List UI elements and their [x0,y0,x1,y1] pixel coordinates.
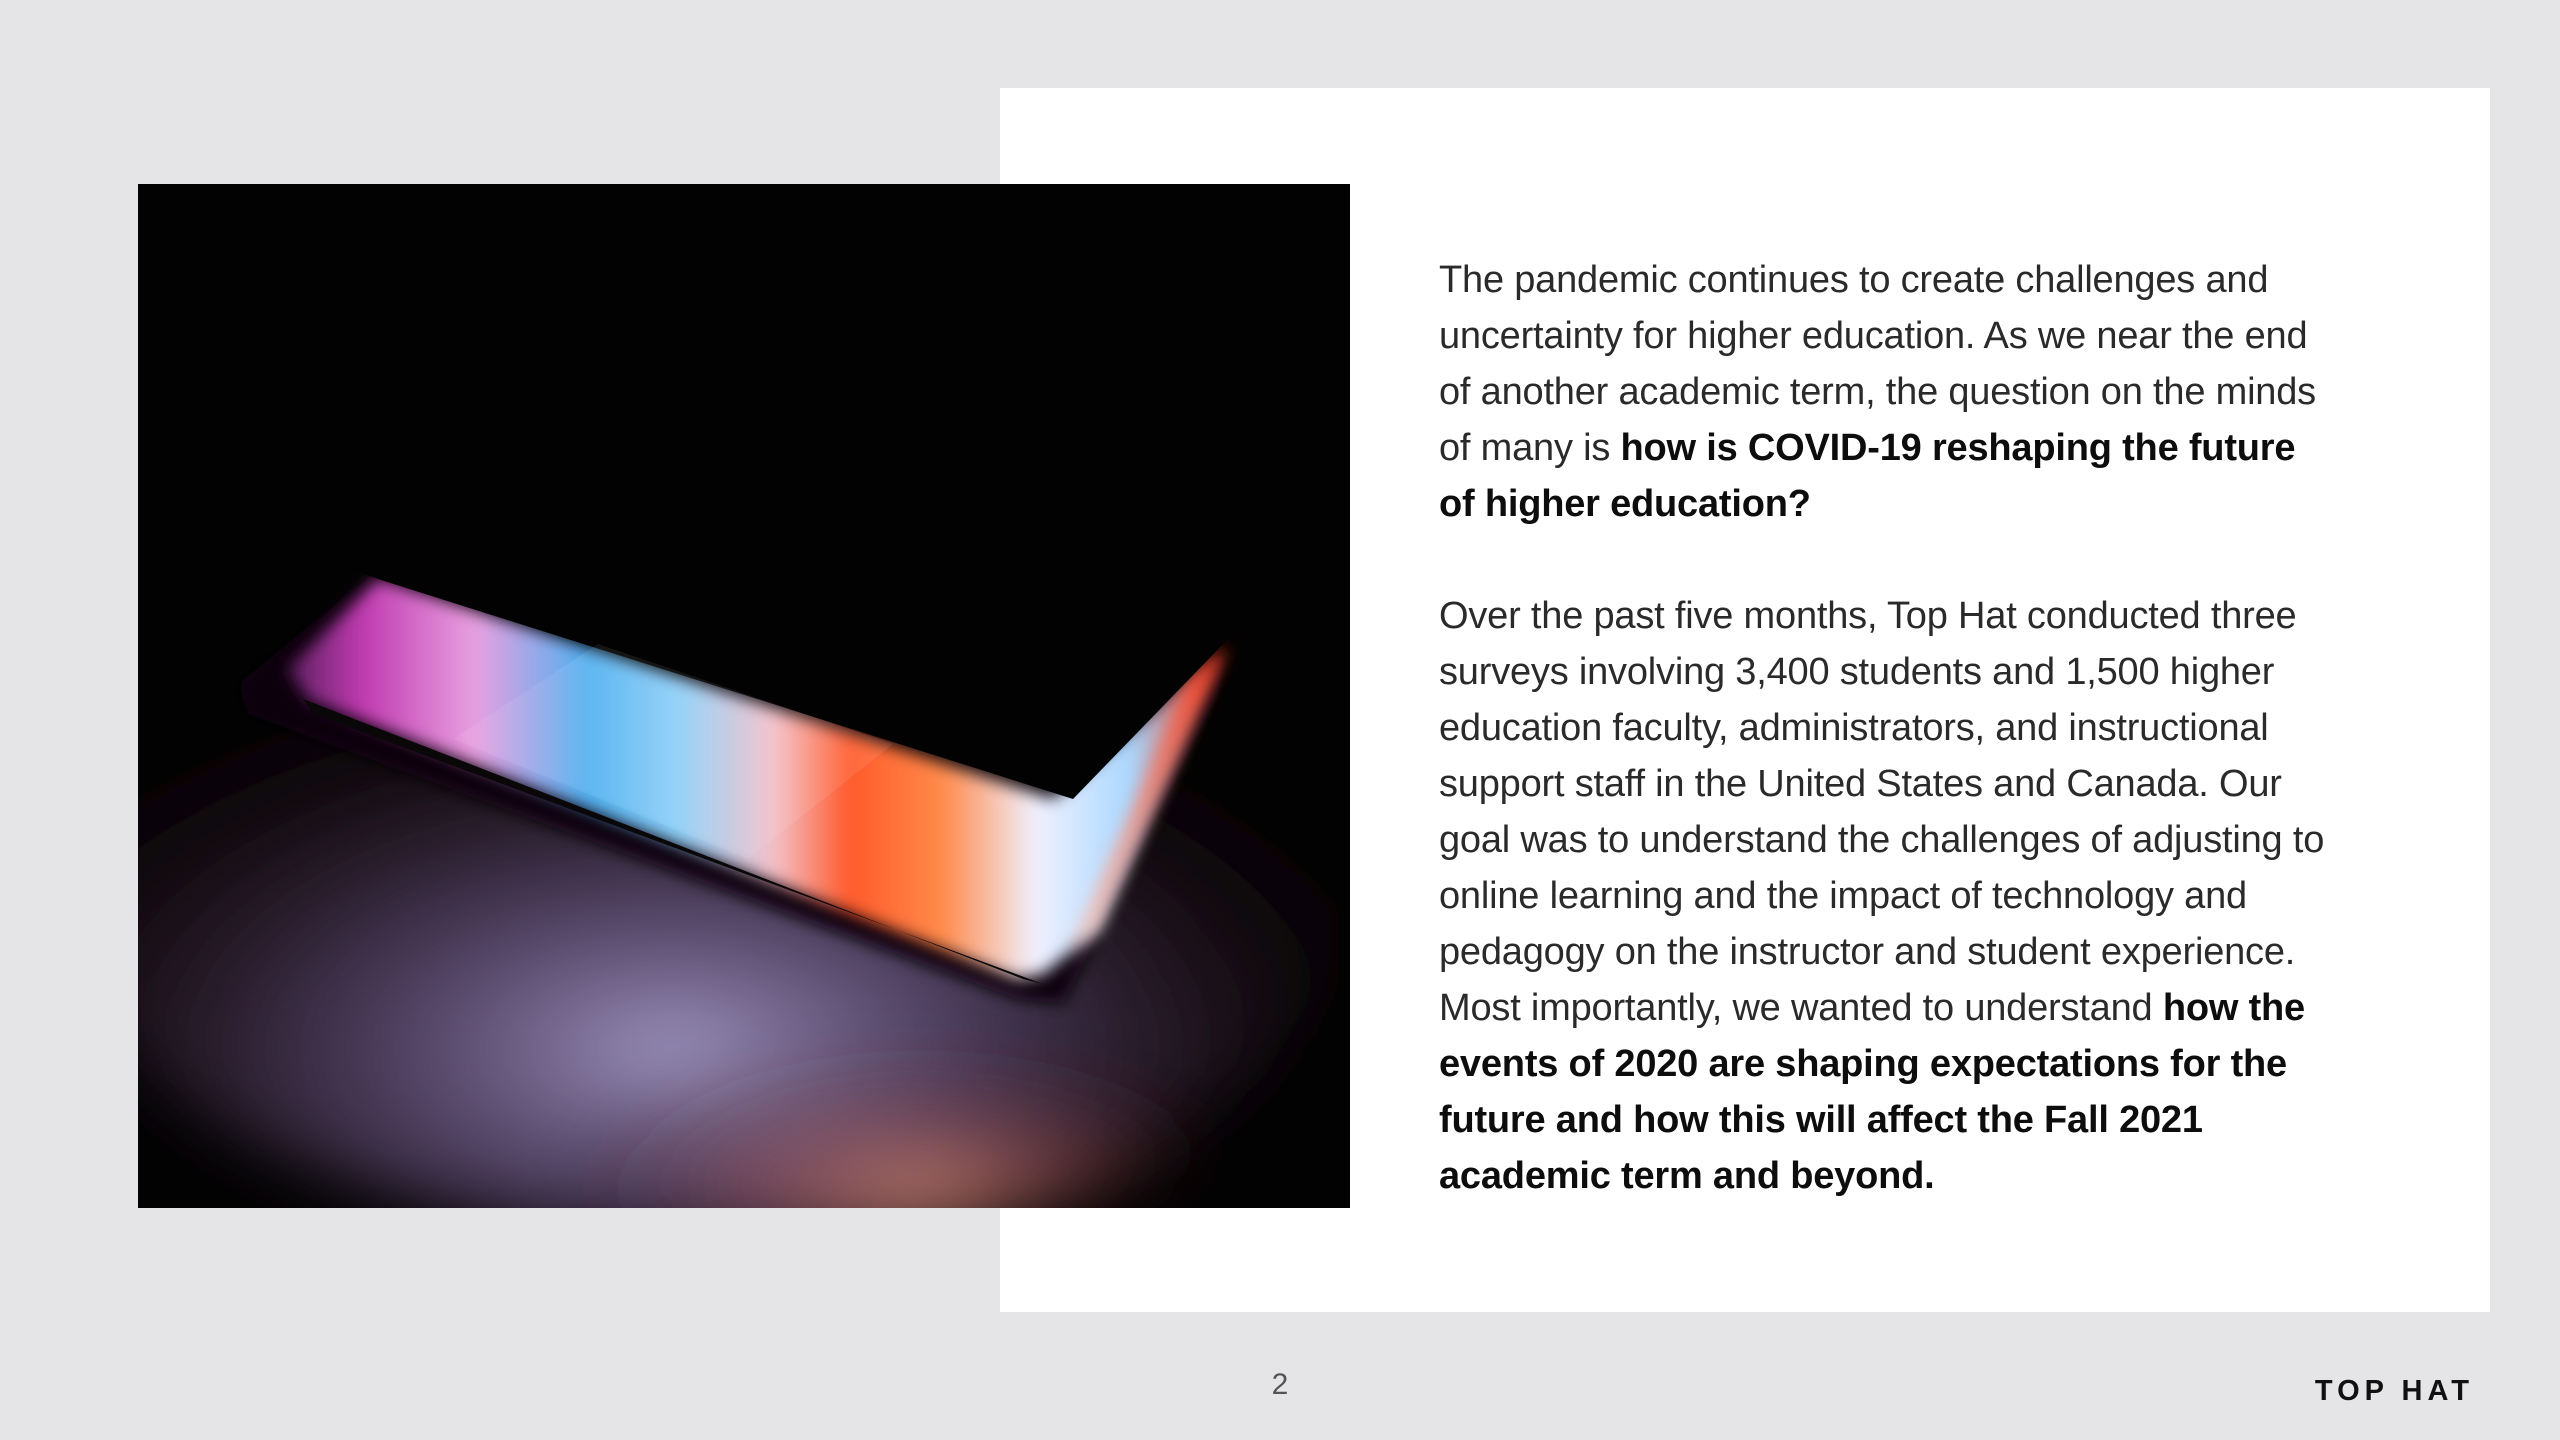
page-number: 2 [1271,1368,1289,1401]
brand-logo: TOP HAT [2314,1375,2474,1407]
intro-question: how is COVID-19 reshaping the future of higher education? [1439,427,2296,525]
intro-text: The pandemic continues to create challenges and uncertainty for higher education. As we near the end of another academic term, the question on the minds of many is [1439,259,2316,469]
body-emphasis: how the events of 2020 are shaping expectations for the future and how this will affect the Fall 2021 academic term and beyond. [1439,987,2305,1197]
laptop-photo [138,184,1350,1208]
body-text: Over the past five months, Top Hat conducted three surveys involving 3,400 students and 1,500 higher education faculty, administrators, and instructional support staff in the United States and Canada. Our goal was to understand the challenges of adjusting to online learning and the impact of technology and pedagogy on the instructor and student experience. Most importantly, we wanted to understand [1439,595,2325,1029]
intro-paragraph [1439,252,2339,532]
intro-text-block [1439,252,2339,1204]
body-paragraph [1439,588,2339,1204]
